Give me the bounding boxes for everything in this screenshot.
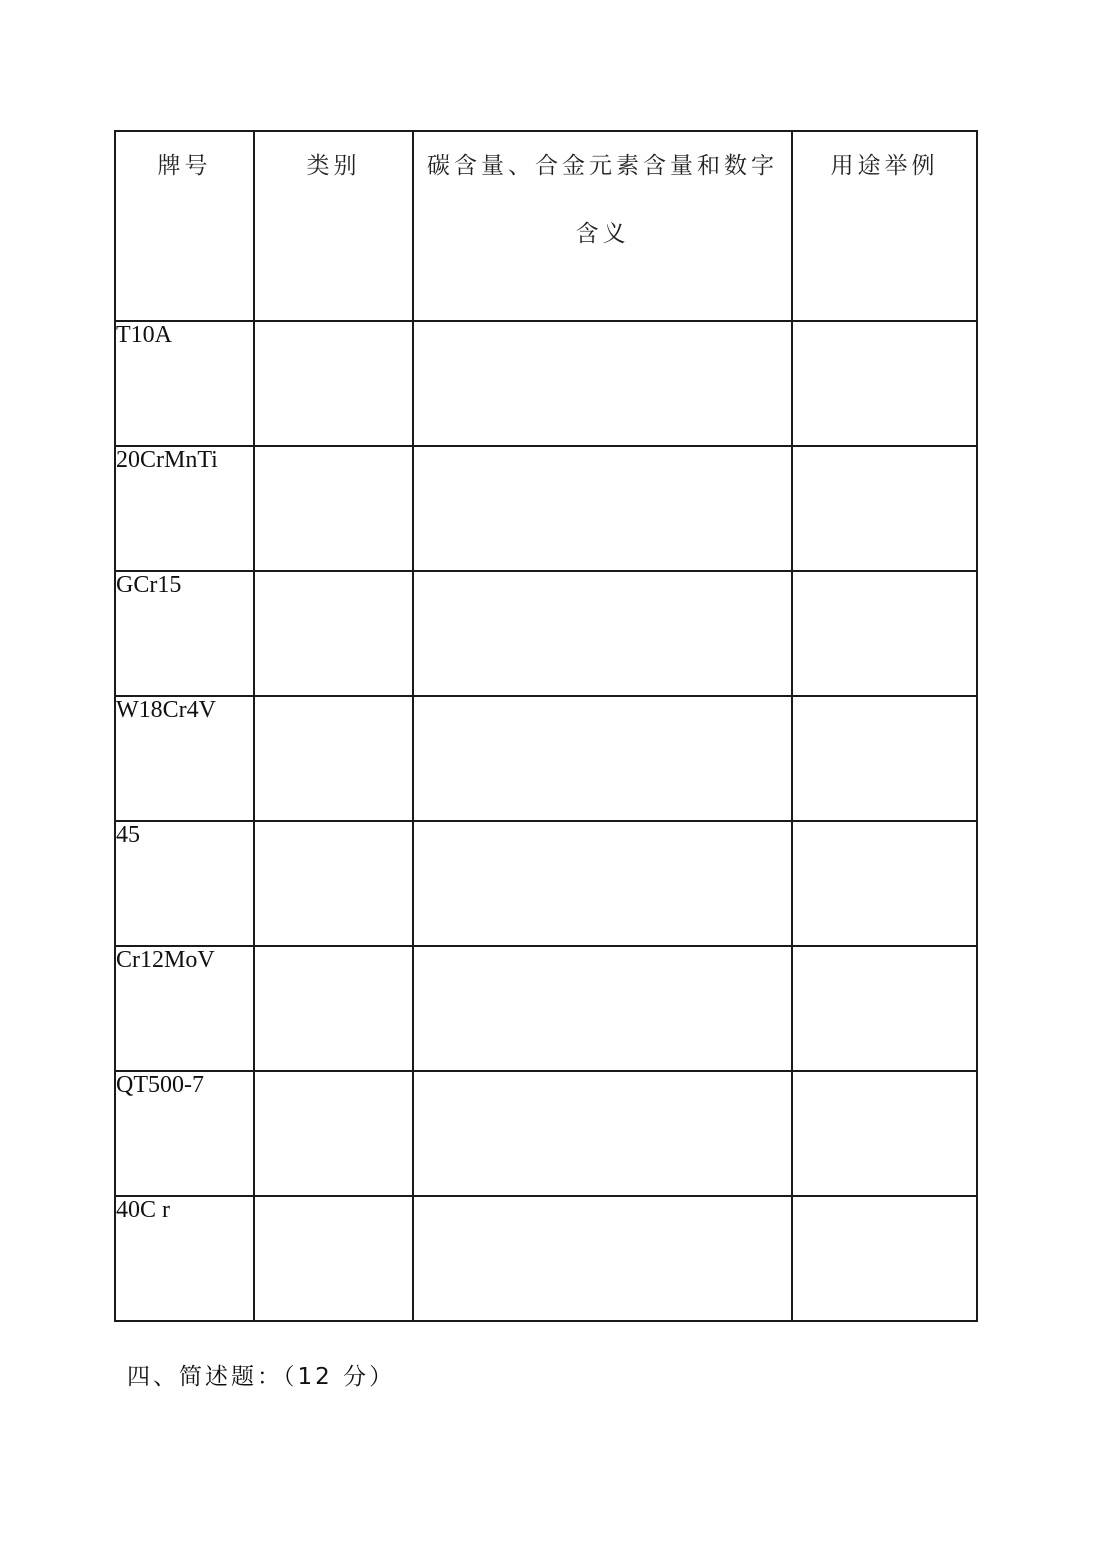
category-answer-cell[interactable]	[254, 946, 413, 1071]
composition-answer-cell[interactable]	[413, 1196, 792, 1321]
table-row	[115, 696, 977, 821]
header-category: 类别	[254, 131, 413, 321]
table-header-row	[115, 131, 977, 321]
composition-answer-cell[interactable]	[413, 821, 792, 946]
grade-cell: T10A	[115, 321, 254, 446]
composition-answer-cell[interactable]	[413, 321, 792, 446]
table-row	[115, 1071, 977, 1196]
grade-cell: 20CrMnTi	[115, 446, 254, 571]
steel-grade-table	[114, 130, 978, 1322]
composition-answer-cell[interactable]	[413, 1071, 792, 1196]
header-usage-example: 用途举例	[792, 131, 977, 321]
usage-answer-cell[interactable]	[792, 571, 977, 696]
grade-cell: W18Cr4V	[115, 696, 254, 821]
category-answer-cell[interactable]	[254, 571, 413, 696]
usage-answer-cell[interactable]	[792, 946, 977, 1071]
table-row	[115, 446, 977, 571]
usage-answer-cell[interactable]	[792, 821, 977, 946]
usage-answer-cell[interactable]	[792, 1196, 977, 1321]
category-answer-cell[interactable]	[254, 1196, 413, 1321]
table-row	[115, 821, 977, 946]
composition-answer-cell[interactable]	[413, 446, 792, 571]
usage-answer-cell[interactable]	[792, 446, 977, 571]
usage-answer-cell[interactable]	[792, 321, 977, 446]
category-answer-cell[interactable]	[254, 321, 413, 446]
category-answer-cell[interactable]	[254, 696, 413, 821]
category-answer-cell[interactable]	[254, 1071, 413, 1196]
header-grade: 牌号	[115, 131, 254, 321]
table-row	[115, 321, 977, 446]
usage-answer-cell[interactable]	[792, 1071, 977, 1196]
grade-cell: QT500-7	[115, 1071, 254, 1196]
usage-answer-cell[interactable]	[792, 696, 977, 821]
category-answer-cell[interactable]	[254, 446, 413, 571]
composition-answer-cell[interactable]	[413, 696, 792, 821]
grade-cell: Cr12MoV	[115, 946, 254, 1071]
grade-cell: GCr15	[115, 571, 254, 696]
grade-cell: 45	[115, 821, 254, 946]
composition-answer-cell[interactable]	[413, 946, 792, 1071]
category-answer-cell[interactable]	[254, 821, 413, 946]
table-row	[115, 1196, 977, 1321]
composition-answer-cell[interactable]	[413, 571, 792, 696]
table-row	[115, 571, 977, 696]
table-row	[115, 946, 977, 1071]
section-title: 四、简述题：（12 分）	[127, 1364, 396, 1390]
header-composition-meaning: 碳含量、合金元素含量和数字含义	[413, 131, 792, 321]
grade-cell: 40C r	[115, 1196, 254, 1321]
